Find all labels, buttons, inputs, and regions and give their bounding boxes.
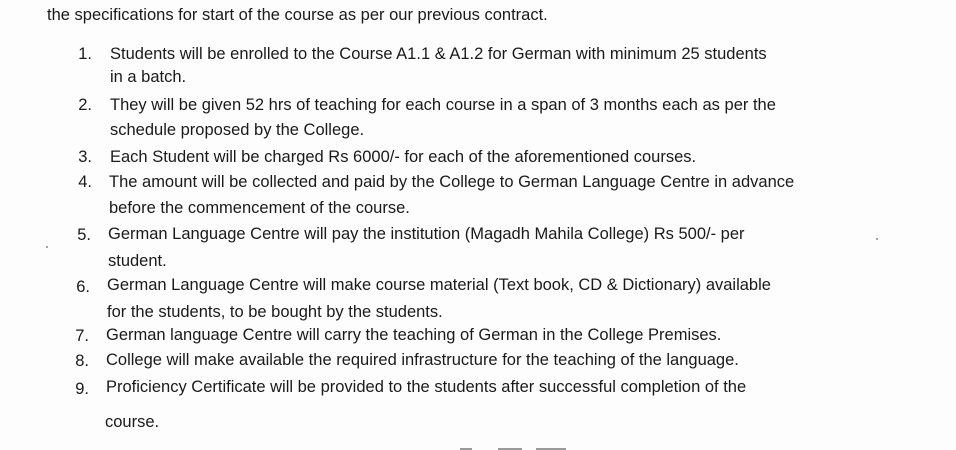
list-item-text: schedule proposed by the College.	[110, 121, 365, 139]
list-item-number: 6.	[76, 278, 90, 296]
list-item-text: German language Centre will carry the teaching of German in the College Premises.	[106, 326, 722, 344]
list-item-text: for the students, to be bought by the students.	[107, 303, 443, 321]
scan-speck	[876, 238, 878, 240]
list-item-number: 2.	[78, 96, 92, 114]
list-item-text: course.	[105, 413, 160, 431]
list-item-number: 4.	[78, 173, 92, 191]
list-item-text: Proficiency Certificate will be provided to the students after successful completion of the	[106, 378, 747, 396]
list-item-text: Each Student will be charged Rs 6000/- for each of the aforementioned courses.	[110, 148, 697, 166]
list-item-text: German Language Centre will make course material (Text book, CD & Dictionary) available	[107, 276, 771, 294]
list-item-text: They will be given 52 hrs of teaching for each course in a span of 3 months each as per the	[110, 96, 776, 114]
list-item-number: 7.	[75, 327, 89, 345]
list-item-text: before the commencement of the course.	[109, 199, 410, 217]
list-item-number: 1.	[78, 45, 92, 63]
list-item-text: The amount will be collected and paid by the College to German Language Centre in advance	[109, 173, 795, 191]
list-item-text: in a batch.	[110, 68, 187, 86]
list-item-number: 9.	[75, 380, 89, 398]
list-item-text: student.	[108, 252, 167, 270]
list-item-number: 8.	[75, 352, 89, 370]
list-item-text: Students will be enrolled to the Course A1.1 & A1.2 for German with minimum 25 students	[110, 45, 767, 63]
cropped-handwriting-fragment	[440, 440, 590, 450]
list-item-text: German Language Centre will pay the institution (Magadh Mahila College) Rs 500/- per	[108, 225, 745, 243]
list-item-number: 3.	[78, 148, 92, 166]
list-item-text: College will make available the required infrastructure for the teaching of the language.	[106, 351, 739, 369]
list-item-number: 5.	[77, 226, 91, 244]
intro-paragraph: the specifications for start of the course as per our previous contract.	[47, 6, 548, 24]
scan-speck	[46, 246, 48, 248]
